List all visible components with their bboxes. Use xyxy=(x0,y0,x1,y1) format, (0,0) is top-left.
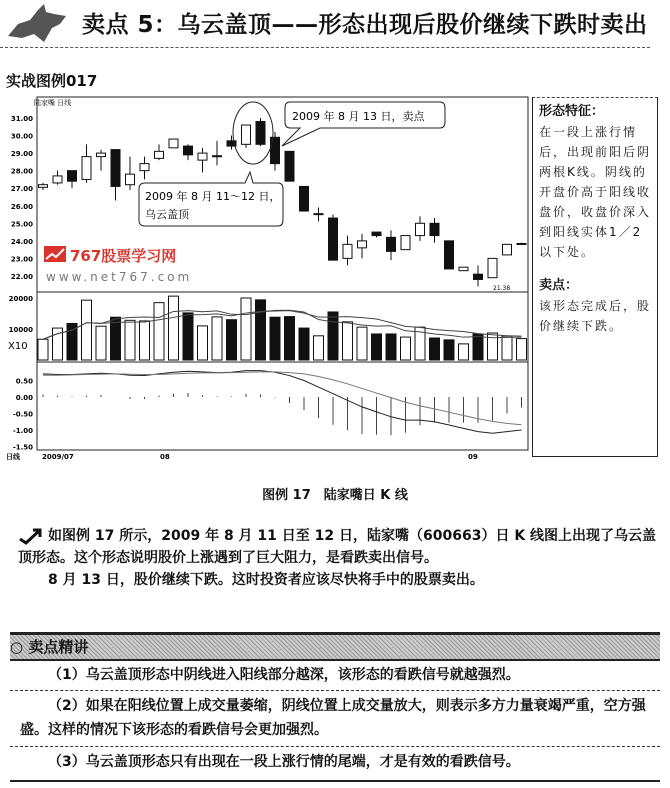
body-paragraph-2: 8 月 13 日，股价继续下跌。这时投资者应该尽快将手中的股票卖出。 xyxy=(48,572,484,588)
price-tick-label: 28.00 xyxy=(10,167,33,176)
price-tick-label: 30.00 xyxy=(10,132,33,141)
body-paragraph-1: 如图例 17 所示，2009 年 8 月 11 日至 12 日，陆家嘴（600663）日 K 线图上出现了乌云盖顶形态。这个形态说明股价上涨遇到了巨大阻力，是看跌卖出信号。 xyxy=(18,528,657,566)
section-header xyxy=(10,636,88,657)
volume-bar xyxy=(459,344,469,360)
macd-tick-label: -1.00 xyxy=(12,427,33,435)
x-axis-label: 08 xyxy=(160,453,170,461)
bullish-candle xyxy=(517,243,526,244)
watermark-url: www.net767.com xyxy=(46,270,193,284)
macd-dif-line xyxy=(43,371,522,434)
chart-title: 陆家嘴 日线 xyxy=(34,99,72,107)
bullish-candle xyxy=(488,258,497,277)
volume-bar xyxy=(183,313,193,360)
volume-bar xyxy=(285,317,295,360)
macd-tick-label: -1.50 xyxy=(12,443,33,452)
volume-bar xyxy=(154,303,164,360)
volume-bar xyxy=(82,300,92,360)
macd-tick-label: 0.00 xyxy=(15,394,33,402)
bullish-candle xyxy=(343,244,352,258)
volume-bar xyxy=(212,317,222,360)
volume-bar xyxy=(256,300,266,360)
volume-bar xyxy=(314,336,324,360)
bearish-candle xyxy=(111,150,120,187)
bullish-candle xyxy=(82,157,91,180)
price-tick-label: 22.00 xyxy=(10,272,33,281)
volume-bar xyxy=(299,328,309,360)
price-tick-label: 31.00 xyxy=(10,115,33,123)
pattern-text-line1: 2009 年 8 月 11～12 日， xyxy=(145,190,281,203)
volume-bar xyxy=(430,338,440,360)
price-tick-label: 24.00 xyxy=(10,237,33,246)
watermark xyxy=(44,246,192,284)
item-divider xyxy=(10,690,660,691)
page-title: 卖点 5：乌云盖顶——形态出现后股价继续下跌时卖出 xyxy=(82,12,648,38)
bullish-candle xyxy=(314,214,323,215)
volume-bar xyxy=(343,322,353,360)
macd-panel xyxy=(43,371,522,436)
price-tick-label: 25.00 xyxy=(10,220,33,229)
bearish-candle xyxy=(184,146,193,155)
volume-bar xyxy=(328,312,338,360)
figure-caption: 图例 17 陆家嘴日 K 线 xyxy=(262,488,408,503)
bearish-candle xyxy=(387,237,396,251)
bull-logo-icon xyxy=(4,2,70,46)
volume-bar xyxy=(111,317,121,360)
volume-bar xyxy=(227,320,237,360)
volume-bar xyxy=(372,334,382,360)
bearish-candle xyxy=(445,241,454,269)
sell-point-text: 2009 年 8 月 13 日，卖点 xyxy=(292,110,425,123)
volume-bar xyxy=(386,334,396,360)
section-item-2: （2）如果在阳线位置上成交量萎缩，阴线位置上成交量放大，则表示多方力量衰竭严重，空方强盛。这样的情况下该形态的看跌信号会更加强烈。 xyxy=(20,698,646,738)
bullish-candle xyxy=(39,185,48,188)
macd-tick-label: -0.50 xyxy=(12,410,33,419)
x-axis-label: 09 xyxy=(468,453,478,461)
volume-bar xyxy=(140,321,150,360)
section-title: 卖点精讲 xyxy=(28,638,89,656)
bearish-candle xyxy=(256,122,265,145)
volume-bar xyxy=(444,340,454,360)
bullish-candle xyxy=(97,153,106,157)
pattern-text-line2: 乌云盖顶 xyxy=(145,208,189,221)
volume-tick-label: 10000 xyxy=(8,326,33,334)
price-tick-label: 27.00 xyxy=(10,185,33,194)
volume-bar xyxy=(502,336,512,360)
volume-tick-label: 20000 xyxy=(8,295,33,303)
bullish-candle xyxy=(401,236,410,250)
title-divider xyxy=(0,47,650,48)
low-marker: 21.38 xyxy=(493,285,511,292)
pattern-callout xyxy=(139,172,283,226)
bullish-candle xyxy=(155,151,164,158)
section-header-bar xyxy=(10,632,660,661)
bearish-candle xyxy=(329,218,338,260)
volume-bar xyxy=(169,296,179,360)
x-axis-label: 日线 xyxy=(6,453,20,461)
volume-bar xyxy=(96,326,106,360)
volume-bar xyxy=(401,337,411,360)
macd-dea-line xyxy=(43,372,522,425)
item-divider xyxy=(10,746,660,747)
watermark-name: 767股票学习网 xyxy=(70,247,177,265)
volume-bar xyxy=(517,339,527,360)
volume-bar xyxy=(473,334,483,360)
stock-chart xyxy=(0,94,532,466)
bullish-candle xyxy=(126,174,135,185)
features-text: 在一段上涨行情后，出现前阳后阴两根K线。阴线的开盘价高于阳线收盘价，收盘价深入到阳线实体1／2以下处。 xyxy=(539,125,652,259)
bullish-candle xyxy=(242,125,251,144)
figure-label: 实战图例017 xyxy=(6,72,98,90)
volume-bar xyxy=(38,339,48,360)
bearish-candle xyxy=(474,274,483,279)
bullish-candle xyxy=(213,156,222,157)
bullish-candle xyxy=(198,153,207,160)
bearish-candle xyxy=(430,223,439,235)
volume-bar xyxy=(357,327,367,360)
bottom-rule xyxy=(10,780,660,782)
sell-text: 该形态完成后，股价继续下跌。 xyxy=(539,299,652,333)
volume-bar xyxy=(270,317,280,360)
volume-unit-label: X10 xyxy=(8,341,28,352)
sell-title: 卖点： xyxy=(539,278,579,293)
features-title: 形态特征： xyxy=(539,104,605,119)
bullish-candle xyxy=(140,164,149,171)
price-tick-label: 23.00 xyxy=(10,255,33,264)
bearish-candle xyxy=(372,232,381,236)
pattern-highlight-ellipse xyxy=(233,102,273,164)
volume-bar xyxy=(198,326,208,360)
bearish-candle xyxy=(285,151,294,181)
volume-bar xyxy=(241,298,251,360)
section-item-1: （1）乌云盖顶形态中阴线进入阳线部分越深，该形态的看跌信号就越强烈。 xyxy=(48,667,520,683)
bullish-candle xyxy=(503,244,512,255)
bearish-candle xyxy=(68,171,77,182)
price-tick-label: 26.00 xyxy=(10,202,33,211)
bullish-candle xyxy=(53,176,62,183)
bullish-candle xyxy=(358,241,367,248)
circle-bullet-icon: ○ xyxy=(10,638,24,656)
bearish-candle xyxy=(300,186,309,211)
bullish-candle xyxy=(416,223,425,235)
bullish-candle xyxy=(459,267,468,271)
sell-point-callout xyxy=(282,102,445,146)
volume-bars xyxy=(38,296,527,360)
watermark-logo-icon xyxy=(44,246,66,262)
section-item-3: （3）乌云盖顶形态只有出现在一段上涨行情的尾端，才是有效的看跌信号。 xyxy=(48,754,520,770)
pattern-notes-panel xyxy=(532,97,658,457)
volume-bar xyxy=(125,320,135,360)
bullish-candle xyxy=(169,139,178,148)
x-axis-label: 2009/07 xyxy=(42,453,74,461)
macd-tick-label: 0.50 xyxy=(15,377,33,386)
chart-axes xyxy=(6,115,478,461)
price-tick-label: 29.00 xyxy=(10,150,33,159)
